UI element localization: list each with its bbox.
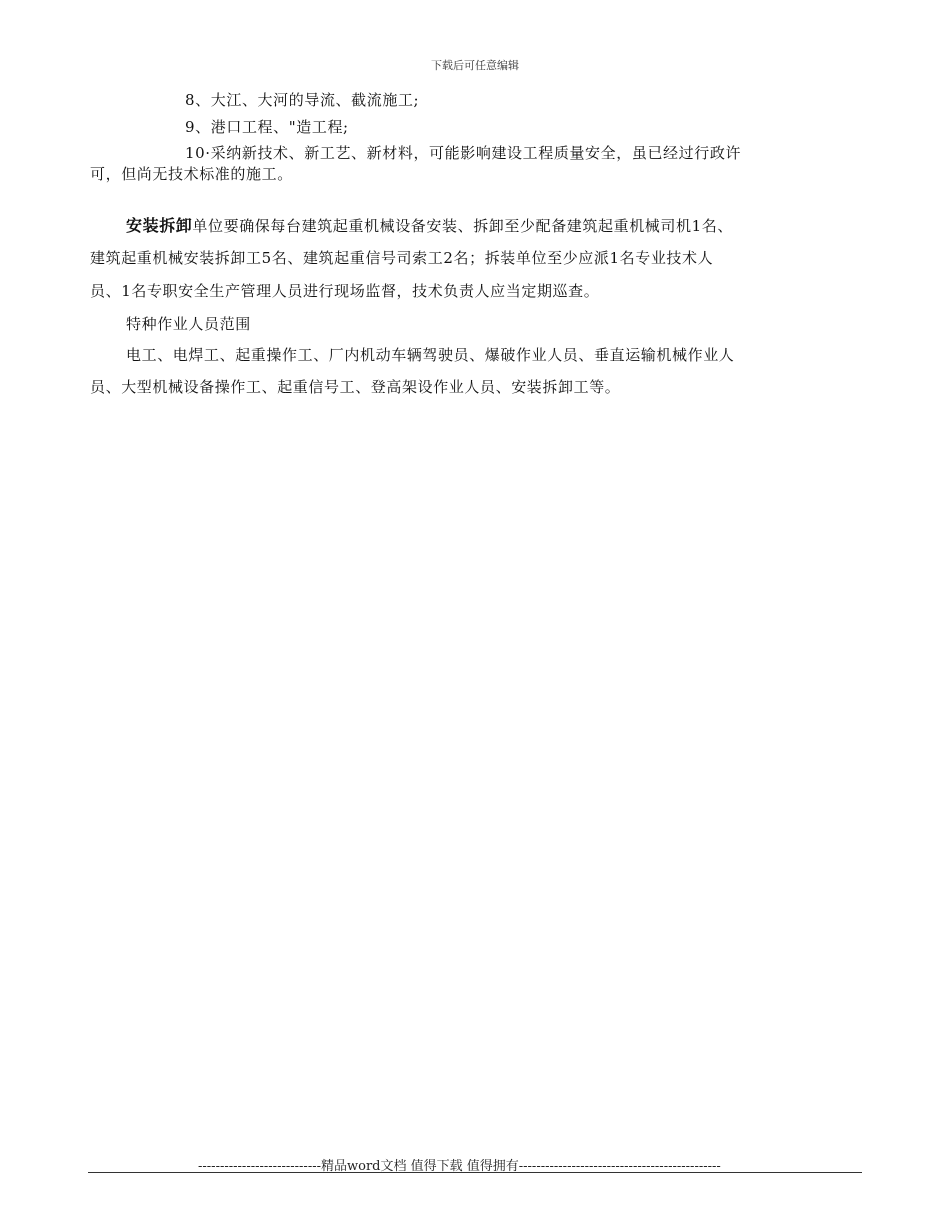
page-footer: ----------------------------精品word文档 值得下载 值得拥有---------------------------------------------- bbox=[198, 1159, 721, 1174]
install-lead-term: 安装拆卸 bbox=[126, 216, 193, 235]
list-item-9: 9、港口工程、"造工程; bbox=[185, 118, 349, 136]
list-item-10-line-1: 10·采纳新技术、新工艺、新材料，可能影响建设工程质量安全，虽已经过行政许 bbox=[185, 144, 742, 162]
list-item-8: 8、大江、大河的导流、截流施工; bbox=[185, 91, 420, 109]
footer-divider bbox=[88, 1172, 862, 1173]
special-paragraph-line-1: 电工、电焊工、起重操作工、厂内机动车辆驾驶员、爆破作业人员、垂直运输机械作业人 bbox=[126, 346, 735, 364]
install-line-1-text: 单位要确保每台建筑起重机械设备安装、拆卸至少配备建筑起重机械司机1名、 bbox=[192, 217, 733, 235]
list-item-10-line-2: 可，但尚无技术标准的施工。 bbox=[90, 165, 293, 183]
special-paragraph-line-2: 员、大型机械设备操作工、起重信号工、登高架设作业人员、安装拆卸工等。 bbox=[90, 378, 621, 396]
install-paragraph-line-3: 员、1名专职安全生产管理人员进行现场监督，技术负责人应当定期巡查。 bbox=[90, 282, 600, 300]
page-header: 下载后可任意编辑 bbox=[431, 59, 519, 72]
special-section-heading: 特种作业人员范围 bbox=[126, 315, 251, 333]
install-paragraph-line-2: 建筑起重机械安装拆卸工5名、建筑起重信号司索工2名；拆装单位至少应派1名专业技术人 bbox=[90, 249, 714, 267]
install-paragraph-line-1 bbox=[126, 216, 733, 236]
